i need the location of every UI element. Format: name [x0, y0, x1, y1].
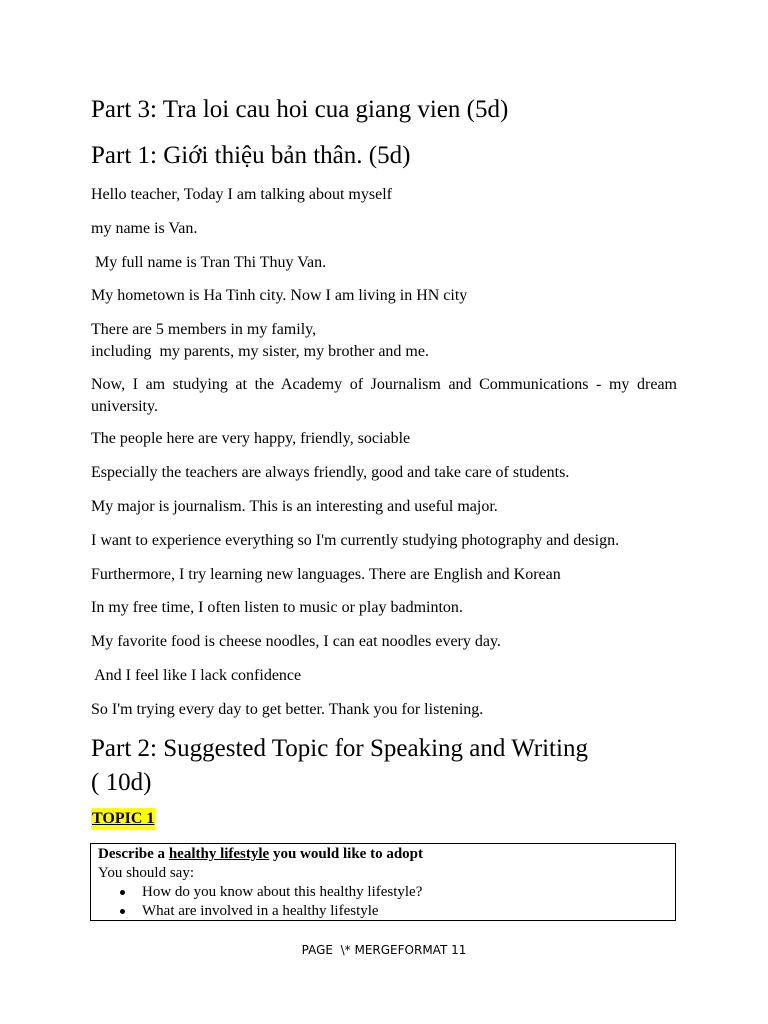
paragraph: my name is Van. [91, 220, 198, 237]
paragraph: My full name is Tran Thi Thuy Van. [91, 254, 327, 271]
paragraph: Especially the teachers are always friendly, good and take care of students. [91, 464, 570, 481]
paragraph: My major is journalism. This is an interesting and useful major. [91, 498, 498, 515]
paragraph: So I'm trying every day to get better. Thank you for listening. [91, 701, 484, 718]
heading-part3: Part 3: Tra loi cau hoi cua giang vien (5d) [91, 96, 509, 123]
paragraph: Furthermore, I try learning new languages. There are English and Korean [91, 566, 561, 583]
list-item: What are involved in a healthy lifestyle [142, 902, 668, 921]
topic-label: TOPIC 1 [91, 808, 155, 830]
paragraph: I want to experience everything so I'm currently studying photography and design. [91, 532, 620, 549]
topic-title-suffix: you would like to adopt [269, 846, 424, 862]
topic-box [90, 843, 676, 921]
page-footer: PAGE \* MERGEFORMAT 11 [301, 943, 467, 957]
topic-title-prefix: Describe a [98, 846, 169, 862]
paragraph: Now, I am studying at the Academy of Journalism and Communications - my dream university. [91, 376, 677, 415]
topic-title-underlined: healthy lifestyle [168, 846, 270, 862]
paragraph: And I feel like I lack confidence [91, 667, 302, 684]
heading-part1: Part 1: Giới thiệu bản thân. (5d) [91, 142, 411, 169]
paragraph: including my parents, my sister, my brother and me. [91, 343, 429, 360]
topic-should-say: You should say: [98, 865, 194, 881]
paragraph: There are 5 members in my family, [91, 321, 317, 338]
topic-bullet-list [98, 883, 668, 921]
paragraph: Hello teacher, Today I am talking about myself [91, 186, 392, 203]
topic-title [98, 845, 668, 864]
paragraph: In my free time, I often listen to music or play badminton. [91, 599, 463, 616]
list-item: How do you know about this healthy lifestyle? [142, 883, 668, 902]
paragraph: My favorite food is cheese noodles, I can eat noodles every day. [91, 633, 501, 650]
heading-part2-continued: ( 10d) [91, 769, 152, 796]
paragraph: My hometown is Ha Tinh city. Now I am living in HN city [91, 287, 468, 304]
heading-part2: Part 2: Suggested Topic for Speaking and Writing [91, 735, 588, 762]
paragraph: The people here are very happy, friendly, sociable [91, 430, 411, 447]
